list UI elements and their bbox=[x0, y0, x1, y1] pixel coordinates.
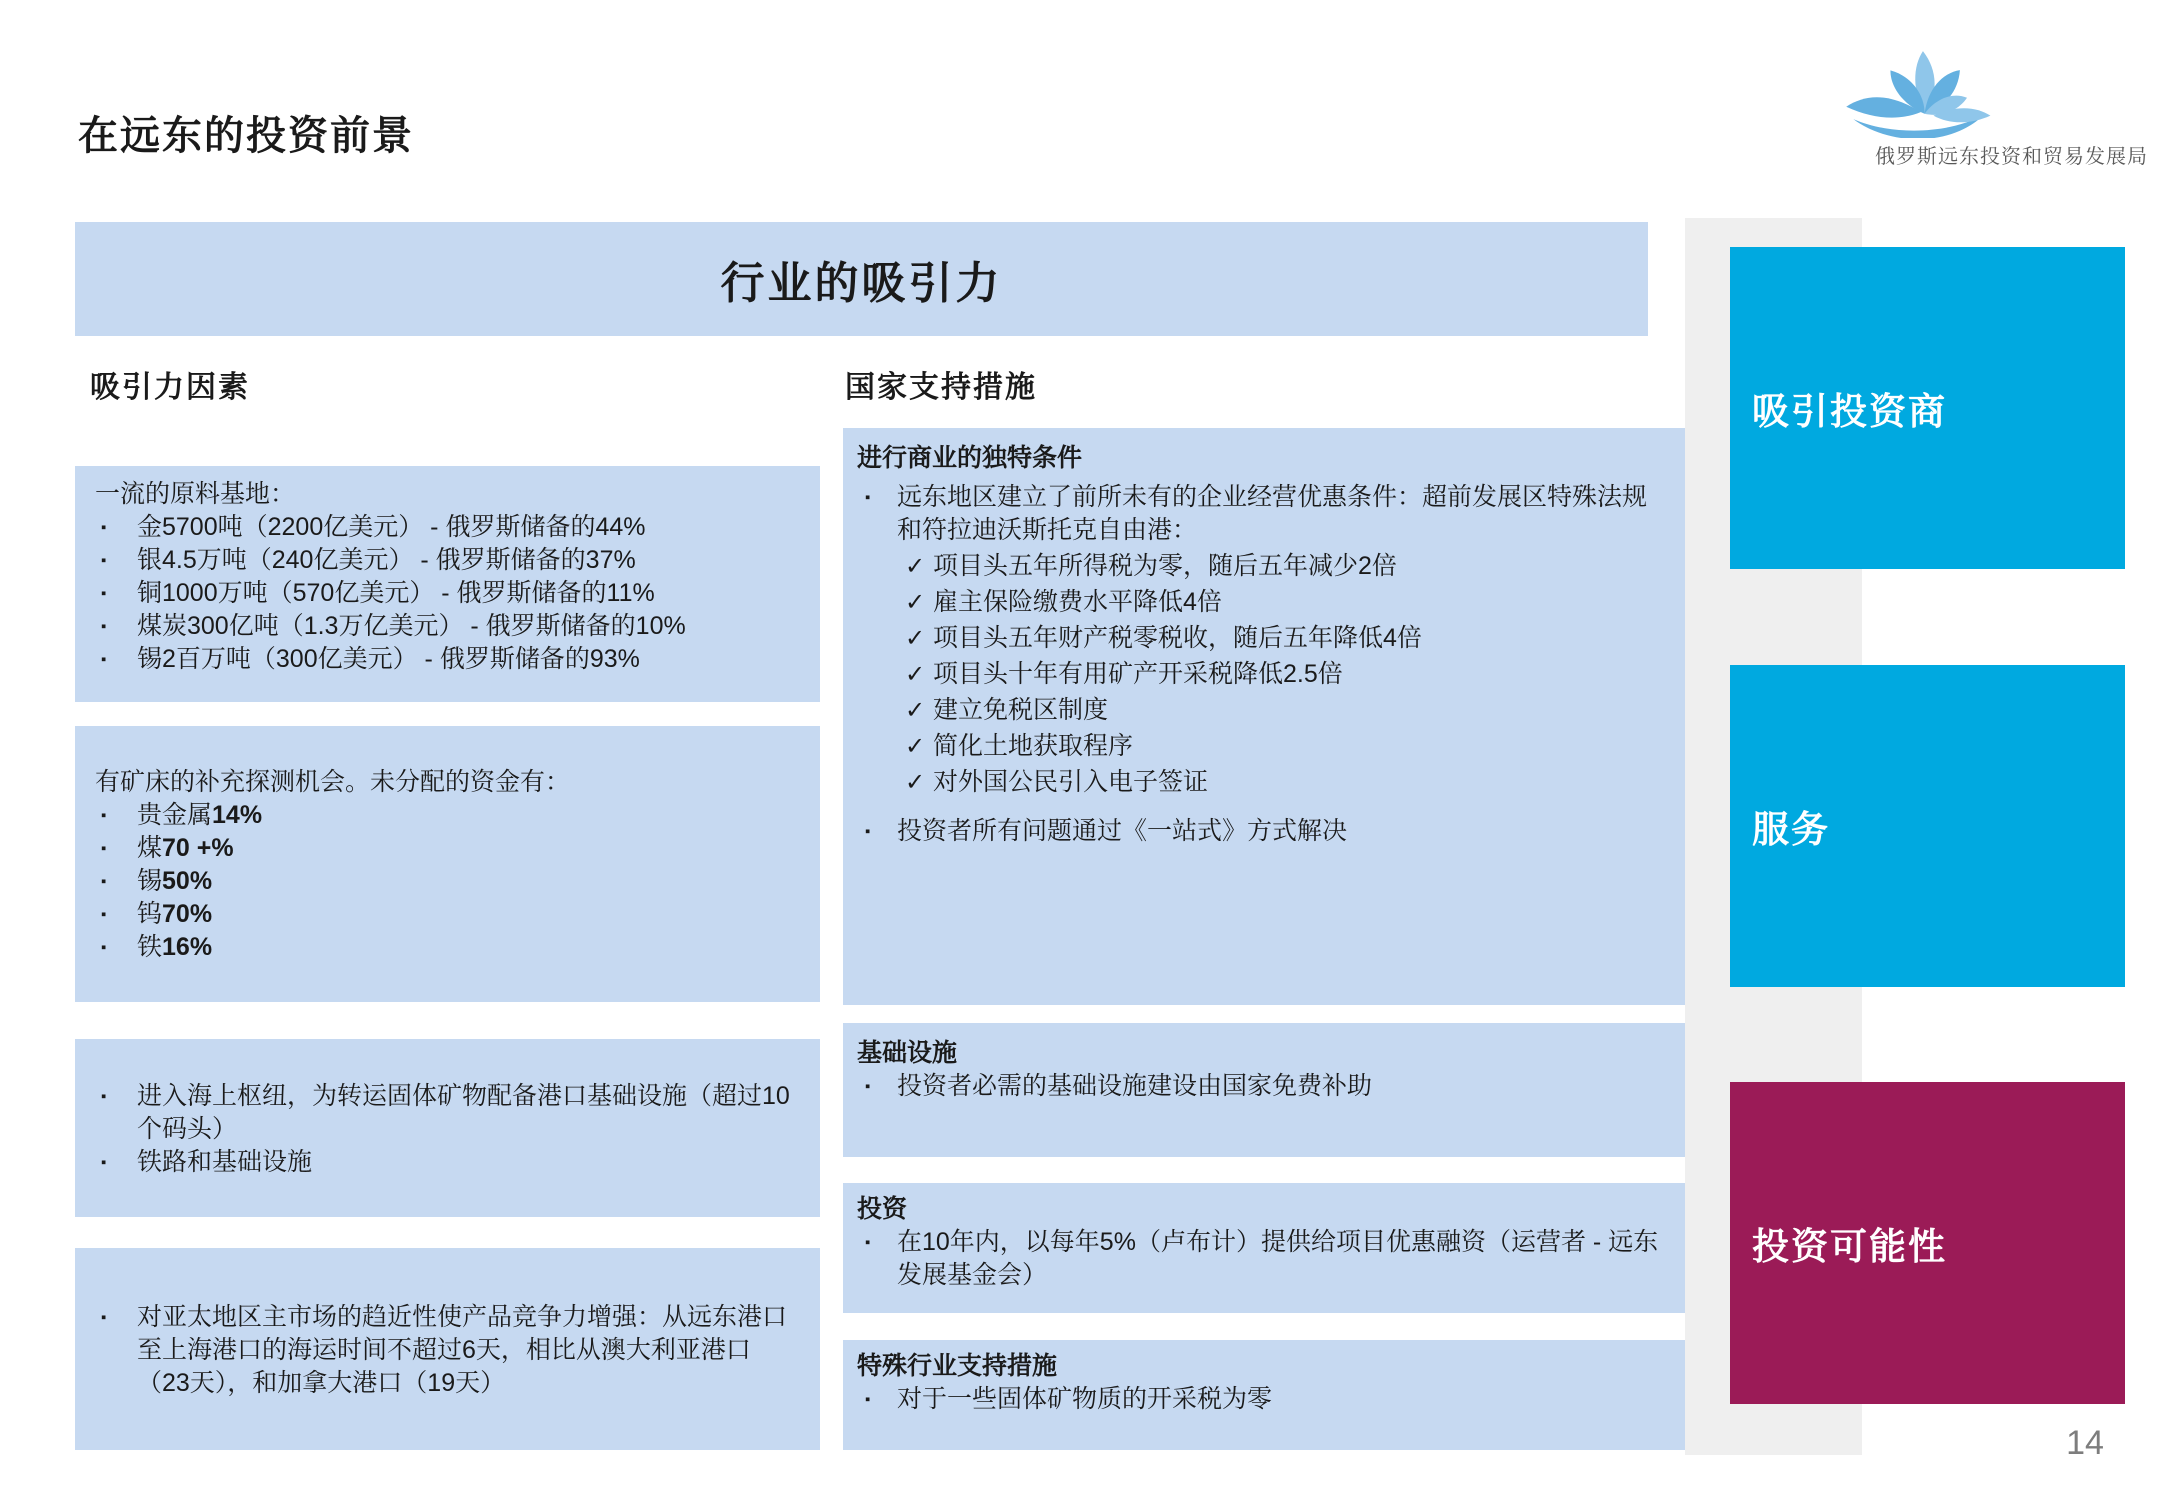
list-item: ▪ 进入海上枢纽，为转运固体矿物配备港口基础设施（超过10个码头） bbox=[95, 1080, 802, 1146]
sidebar-item-label: 服务 bbox=[1752, 809, 1830, 850]
agency-name: 俄罗斯远东投资和贸易发展局 bbox=[1875, 146, 2148, 168]
check-item: ✓ 雇主保险缴费水平降低4倍 bbox=[905, 586, 1669, 619]
check-item: ✓ 建立免税区制度 bbox=[905, 694, 1669, 727]
list-item: ▪ 锡50% bbox=[95, 865, 802, 898]
list-item: ▪ 对于一些固体矿物质的开采税为零 bbox=[857, 1383, 1669, 1416]
check-item: ✓ 项目头五年所得税为零，随后五年减少2倍 bbox=[905, 550, 1669, 583]
box-infrastructure bbox=[843, 1023, 1685, 1157]
check-item: ✓ 项目头十年有用矿产开采税降低2.5倍 bbox=[905, 658, 1669, 691]
check-icon: ✓ bbox=[905, 661, 926, 688]
box-title: 投资 bbox=[857, 1195, 908, 1223]
check-item: ✓ 项目头五年财产税零税收，随后五年降低4倍 bbox=[905, 622, 1669, 655]
box-title: 有矿床的补充探测机会。未分配的资金有： bbox=[95, 768, 571, 796]
square-bullet-icon: ▪ bbox=[101, 585, 107, 602]
list-item: ▪ 铁16% bbox=[95, 931, 802, 964]
lotus-logo-icon bbox=[1832, 38, 2010, 138]
list-item: ▪ 对亚太地区主市场的趋近性使产品竞争力增强：从远东港口至上海港口的海运时间不超过6天，相比从澳大利亚港口（23天），和加拿大港口（19天） bbox=[95, 1301, 802, 1400]
check-icon: ✓ bbox=[905, 625, 926, 652]
sidebar-item-services bbox=[1730, 665, 2125, 987]
sidebar-item-attract-investors bbox=[1730, 247, 2125, 569]
list-item: ▪ 银4.5万吨（240亿美元） - 俄罗斯储备的37% bbox=[95, 544, 802, 577]
list-item: ▪ 远东地区建立了前所未有的企业经营优惠条件：超前发展区特殊法规和符拉迪沃斯托克自由港： bbox=[857, 481, 1669, 547]
check-icon: ✓ bbox=[905, 733, 926, 760]
box-investment bbox=[843, 1183, 1685, 1313]
square-bullet-icon: ▪ bbox=[101, 906, 107, 923]
check-item: ✓ 简化土地获取程序 bbox=[905, 730, 1669, 763]
square-bullet-icon: ▪ bbox=[865, 823, 871, 840]
check-icon: ✓ bbox=[905, 769, 926, 796]
list-item: ▪ 铜1000万吨（570亿美元） - 俄罗斯储备的11% bbox=[95, 577, 802, 610]
square-bullet-icon: ▪ bbox=[865, 1078, 871, 1095]
check-item: ✓ 对外国公民引入电子签证 bbox=[905, 766, 1669, 799]
box-market-proximity bbox=[75, 1248, 820, 1450]
box-title: 基础设施 bbox=[857, 1039, 958, 1067]
box-title: 进行商业的独特条件 bbox=[857, 444, 1083, 472]
list-item: ▪ 锡2百万吨（300亿美元） - 俄罗斯储备的93% bbox=[95, 643, 802, 676]
check-icon: ✓ bbox=[905, 553, 926, 580]
sidebar-item-investment-possibility bbox=[1730, 1082, 2125, 1404]
list-item: ▪ 铁路和基础设施 bbox=[95, 1146, 802, 1179]
square-bullet-icon: ▪ bbox=[101, 840, 107, 857]
square-bullet-icon: ▪ bbox=[101, 873, 107, 890]
square-bullet-icon: ▪ bbox=[101, 939, 107, 956]
agency-logo bbox=[1820, 38, 2150, 169]
check-icon: ✓ bbox=[905, 697, 926, 724]
left-column-heading: 吸引力因素 bbox=[90, 371, 250, 404]
sidebar-item-label: 投资可能性 bbox=[1752, 1226, 1947, 1267]
square-bullet-icon: ▪ bbox=[865, 1391, 871, 1408]
square-bullet-icon: ▪ bbox=[101, 651, 107, 668]
box-exploration-opportunities bbox=[75, 726, 820, 1002]
check-icon: ✓ bbox=[905, 589, 926, 616]
square-bullet-icon: ▪ bbox=[101, 1308, 107, 1326]
square-bullet-icon: ▪ bbox=[865, 489, 871, 506]
right-column-heading: 国家支持措施 bbox=[845, 371, 1037, 404]
list-item: ▪ 金5700吨（2200亿美元） - 俄罗斯储备的44% bbox=[95, 511, 802, 544]
box-special-industry-support bbox=[843, 1340, 1685, 1450]
box-title: 特殊行业支持措施 bbox=[857, 1352, 1058, 1380]
list-item: ▪ 钨70% bbox=[95, 898, 802, 931]
list-item: ▪ 煤70 +% bbox=[95, 832, 802, 865]
page-title: 在远东的投资前景 bbox=[78, 114, 414, 158]
square-bullet-icon: ▪ bbox=[101, 618, 107, 635]
square-bullet-icon: ▪ bbox=[101, 519, 107, 536]
page-number: 14 bbox=[2066, 1424, 2104, 1462]
list-item: ▪ 在10年内，以每年5%（卢布计）提供给项目优惠融资（运营者 - 远东发展基金会） bbox=[857, 1226, 1669, 1292]
square-bullet-icon: ▪ bbox=[101, 1087, 107, 1105]
list-item: ▪ 投资者所有问题通过《一站式》方式解决 bbox=[857, 815, 1669, 848]
square-bullet-icon: ▪ bbox=[101, 1153, 107, 1171]
list-item: ▪ 煤炭300亿吨（1.3万亿美元） - 俄罗斯储备的10% bbox=[95, 610, 802, 643]
box-port-infrastructure bbox=[75, 1039, 820, 1217]
section-banner: 行业的吸引力 bbox=[75, 222, 1648, 336]
box-unique-business-conditions bbox=[843, 428, 1685, 1005]
list-item: ▪ 贵金属14% bbox=[95, 799, 802, 832]
box-raw-material-base bbox=[75, 466, 820, 702]
box-title: 一流的原料基地： bbox=[95, 480, 296, 508]
list-item: ▪ 投资者必需的基础设施建设由国家免费补助 bbox=[857, 1070, 1669, 1103]
square-bullet-icon: ▪ bbox=[101, 552, 107, 569]
square-bullet-icon: ▪ bbox=[865, 1234, 871, 1251]
square-bullet-icon: ▪ bbox=[101, 807, 107, 824]
sidebar-item-label: 吸引投资商 bbox=[1752, 391, 1947, 432]
